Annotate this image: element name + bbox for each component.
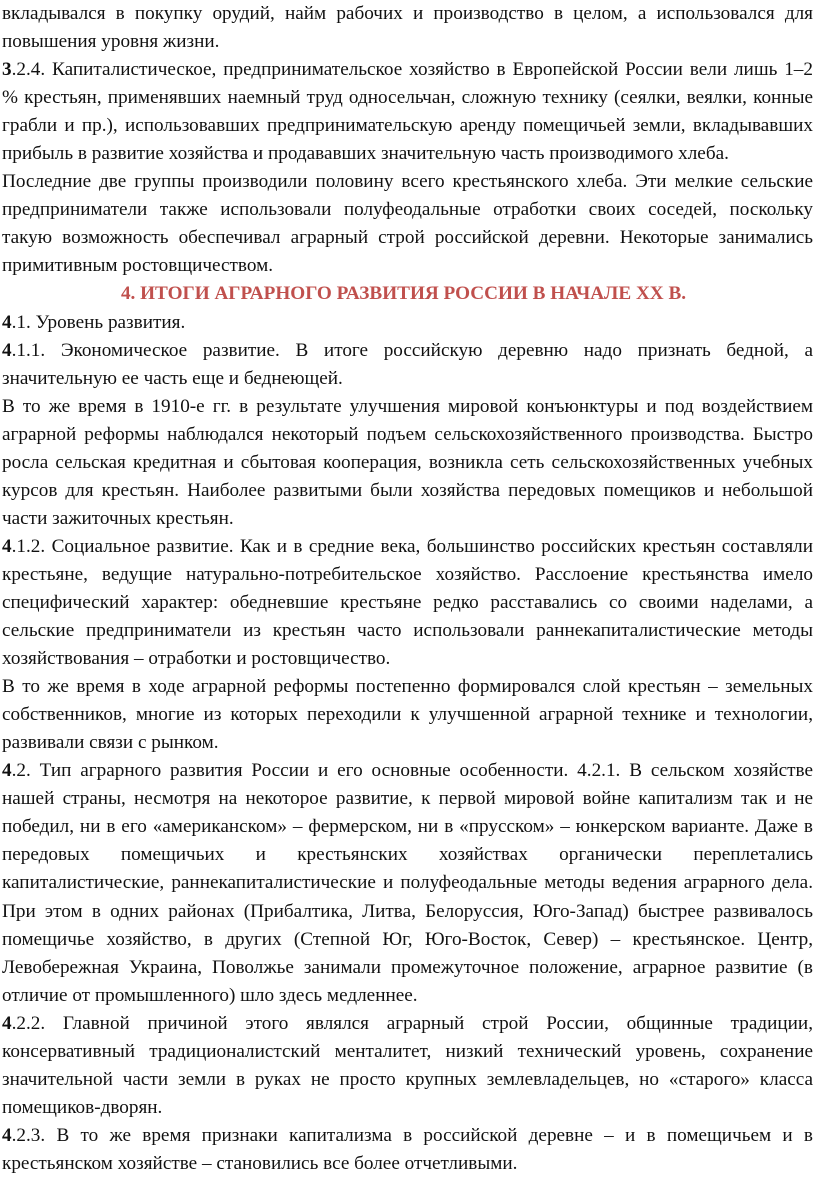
paragraph-4-2-2 [2, 1010, 813, 1122]
paragraph-text: Последние две группы производили половину всего крестьянского хлеба. Эти мелкие сельские предприниматели также использовали полуфеодальные отработки своих соседей, поскольку такую возможность обеспечивал аграрный строй российской деревни. Некоторые занимались примитивным ростовщичеством. [2, 171, 813, 277]
paragraph-1910s [2, 393, 813, 533]
section-number: 4 [2, 1012, 12, 1034]
paragraph-text: В то же время в 1910-е гг. в результате улучшения мировой конъюнктуры и под воздействием аграрной реформы наблюдался некоторый подъем сельскохозяйственного производства. Быстро росла сельская кредитная и сбытовая кооперация, возникла сеть сельскохозяйственных учебных курсов для крестьян. Наиболее развитыми были хозяйства передовых помещиков и небольшой части зажиточных крестьян. [2, 395, 813, 529]
paragraph-continuation [2, 0, 813, 56]
paragraph-4-1-1 [2, 337, 813, 393]
paragraph-3-2-4 [2, 56, 813, 168]
paragraph-text: .1.2. Социальное развитие. Как и в средние века, большинство российских крестьян составляли крестьяне, ведущие натурально-потребительское хозяйство. Расслоение крестьянства имело специфический характер: обедневшие крестьяне редко расставались со своими наделами, а сельские предприниматели из крестьян часто использовали раннекапиталистические методы хозяйствования – отработки и ростовщичество. [2, 535, 813, 670]
section-number: 4 [2, 1124, 12, 1146]
paragraph-reform-owners [2, 673, 813, 757]
paragraph-text: вкладывался в покупку орудий, найм рабочих и производство в целом, а использовался для повышения уровня жизни. [2, 3, 813, 53]
paragraph-text: .2. Тип аграрного развития России и его основные особенности. 4.2.1. В сельском хозяйстве нашей страны, несмотря на некоторое развитие, к первой мировой войне капитализм так и не победил, ни в его «американском» – фермерском, ни в «прусском» – юнкерском варианте. Даже в передовых помещичьих и крестьянских хозяйствах органически переплетались капиталистические, раннекапиталистические и полуфеодальные методы ведения аграрного дела. При этом в одних районах (Прибалтика, Литва, Белоруссия, Юго-Запад) быстрее развивалось помещичье хозяйство, в других (Степной Юг, Юго-Восток, Север) – крестьянское. Центр, Левобережная Украина, Поволжье занимали промежуточное положение, аграрное развитие (в отличие от промышленного) шло здесь медленнее. [2, 760, 813, 1006]
section-number: 4 [2, 311, 12, 333]
paragraph-4-2-3 [2, 1122, 813, 1178]
paragraph-text: .2.4. Капиталистическое, предпринимательское хозяйство в Европейской России вели лишь 1–2 % крестьян, применявших наемный труд односельчан, сложную технику (сеялки, веялки, конные грабли и пр.), использовавших предпринимательскую аренду помещичьей земли, вкладывавших прибыль в развитие хозяйства и продававших значительную часть производимого хлеба. [2, 59, 813, 165]
section-number: 4 [2, 339, 12, 361]
paragraph-4-2 [2, 757, 813, 1009]
paragraph-last-groups [2, 168, 813, 280]
paragraph-text: .1. Уровень развития. [11, 311, 186, 333]
paragraph-text: .2.3. В то же время признаки капитализма в российской деревне – и в помещичьем и в крестьянском хозяйстве – становились все более отчетливыми. [2, 1124, 813, 1174]
section-number: 3 [2, 59, 12, 81]
section-heading: 4. ИТОГИ АГРАРНОГО РАЗВИТИЯ РОССИИ В НАЧАЛЕ ХХ В. [120, 283, 687, 305]
paragraph-text: В то же время в ходе аграрной реформы постепенно формировался слой крестьян – земельных собственников, многие из которых переходили к улучшенной аграрной технике и технологии, развивали связи с рынком. [2, 676, 813, 754]
paragraph-text: .2.2. Главной причиной этого являлся аграрный строй России, общинные традиции, консервативный традиционалистский менталитет, низкий технический уровень, сохранение значительной части земли в руках не просто крупных землевладельцев, но «старого» класса помещиков-дворян. [2, 1012, 813, 1118]
paragraph-text: .1.1. Экономическое развитие. В итоге российскую деревню надо признать бедной, а значительную ее часть еще и беднеющей. [2, 339, 813, 389]
paragraph-4-1 [2, 309, 813, 337]
paragraph-4-1-2 [2, 533, 813, 673]
section-number: 4 [2, 760, 12, 782]
section-number: 4 [2, 535, 12, 557]
